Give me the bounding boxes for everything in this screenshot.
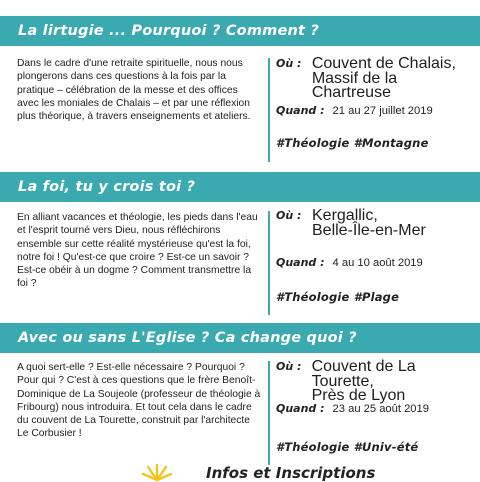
ou-label: Où : (276, 209, 302, 222)
location-line: Couvent de Chalais, (311, 55, 456, 72)
section-2-title: La foi, tu y crois toi ? (0, 172, 480, 202)
section-1-description: Dans le cadre d'une retraite spirituelle, nous nous plongerons dans ces questions à la fois par la pratique – célébration de la messe et des offices avec les moniales de Chalais – et par une réflexion plus théorique, à travers enseignements et ateliers. (17, 58, 251, 123)
section-3-divider (268, 361, 270, 465)
section-1-tags: #Théologie #Montagne (276, 136, 429, 150)
sun-icon (142, 462, 172, 482)
section-2-location (276, 209, 426, 238)
section-2-tags: #Théologie #Plage (276, 290, 400, 304)
section-2-divider (268, 211, 270, 315)
location-line: Belle-Île-en-Mer (312, 221, 426, 239)
section-3-location (276, 360, 480, 404)
section-1-title: La lirtugie ... Pourquoi ? Comment ? (0, 16, 480, 46)
section-2-dates (276, 256, 476, 269)
section-3-description: A quoi sert-elle ? Est-elle nécessaire ? Pourquoi ? Pour qui ? C'est à ces questions que le frère Benoît-Dominique de La Soujeole (professeur de théologie à Fribourg) nous introduira. Et tout cela dans le cadre du couvent de La Tourette, construit par l'architecte Le Corbusier ! (17, 362, 261, 440)
dates-value: 23 au 25 août 2019 (332, 403, 429, 415)
dates-value: 21 au 27 juillet 2019 (332, 105, 433, 117)
dates-value: 4 au 10 août 2019 (332, 257, 423, 269)
location-line: Près de Lyon (311, 387, 406, 404)
section-3-tags: #Théologie #Univ-été (276, 440, 419, 454)
ou-label: Où : (276, 57, 302, 70)
section-3-dates (276, 402, 476, 415)
footer-info-heading: Infos et Inscriptions (206, 464, 376, 482)
location-line: Kergallic, (312, 207, 378, 224)
section-1-location (276, 57, 480, 101)
section-1-dates (276, 104, 476, 117)
location-line: Massif de la Chartreuse (311, 69, 398, 101)
ou-label: Où : (276, 360, 302, 373)
location-line: Couvent de La Tourette, (311, 358, 416, 390)
quand-label: Quand : (276, 402, 325, 415)
quand-label: Quand : (276, 104, 325, 117)
section-1-divider (268, 58, 270, 162)
section-2-description: En alliant vacances et théologie, les pieds dans l'eau et l'esprit tourné vers Dieu, nous réfléchirons ensemble sur cette réalité mystérieuse qu'est la foi, notre foi ! Qu'est-ce que croire ? Est-ce un savoir ? Est-ce obéir à un dogme ? Comment transmettre la foi ? (17, 212, 258, 290)
quand-label: Quand : (276, 256, 325, 269)
section-3-title: Avec ou sans L'Eglise ? Ca change quoi ? (0, 323, 480, 353)
